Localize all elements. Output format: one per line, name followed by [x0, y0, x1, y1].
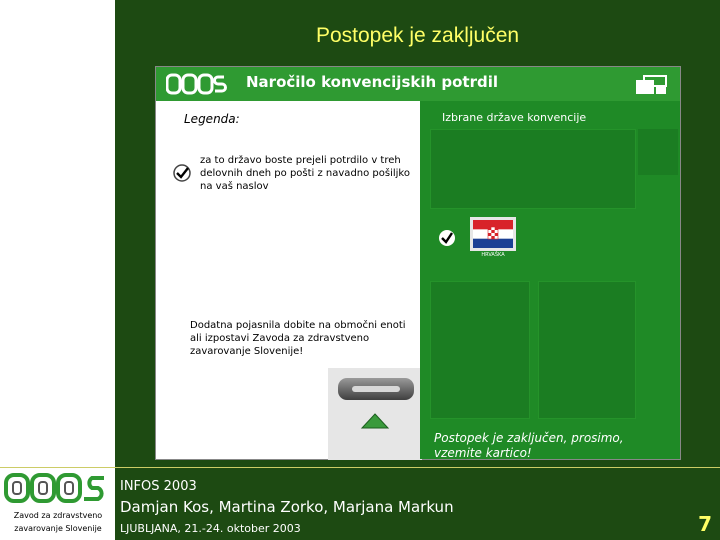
panel-region — [430, 281, 530, 419]
panel-region — [538, 281, 636, 419]
zzzs-logo-icon — [166, 73, 228, 95]
legend-title: Legenda: — [184, 112, 240, 126]
card-slit — [352, 386, 400, 392]
card-eject-button[interactable] — [338, 378, 414, 400]
screen-header-title: Naročilo konvencijskih potrdil — [246, 73, 499, 91]
panel-title: Izbrane države konvencije — [442, 111, 587, 124]
panel-region — [430, 129, 636, 209]
kiosk-screen — [155, 66, 681, 460]
organization-name-line: zavarovanje Slovenije — [14, 524, 102, 533]
selected-countries-panel — [420, 101, 680, 459]
venue: LJUBLJANA, 21.-24. oktober 2003 — [120, 522, 301, 535]
eject-arrow-icon[interactable] — [360, 412, 390, 432]
organization-name — [4, 509, 112, 535]
zzzs-logo-icon — [4, 472, 108, 504]
left-column — [0, 0, 115, 540]
authors: Damjan Kos, Martina Zorko, Marjana Markun — [120, 498, 454, 516]
screen-header — [156, 67, 680, 101]
country-flag-button[interactable] — [470, 217, 516, 251]
country-label: HRVAŠKA — [481, 252, 505, 258]
legend-text: za to državo boste prejeli potrdilo v treh delovnih dneh po pošti z navadno pošiljko na vaš naslov — [200, 155, 410, 192]
croatia-flag-icon — [473, 220, 513, 248]
slide-title: Postopek je zaključen — [315, 24, 520, 47]
checkmark-icon — [438, 229, 456, 247]
card-slot — [328, 368, 422, 460]
checkmark-icon — [172, 163, 192, 183]
event-name: INFOS 2003 — [120, 479, 197, 494]
organization-name-line: Zavod za zdravstveno — [13, 511, 103, 520]
footer-divider — [0, 467, 720, 468]
status-message: Postopek je zaključen, prosimo, vzemite kartico! — [434, 431, 624, 460]
card-reader-icon — [634, 72, 668, 96]
panel-region — [638, 129, 678, 175]
info-text: Dodatna pojasnila dobite na območni enoti ali izpostavi Zavoda za zdravstveno zavarovanje Slovenije! — [190, 320, 406, 357]
page-number: 7 — [698, 512, 712, 536]
